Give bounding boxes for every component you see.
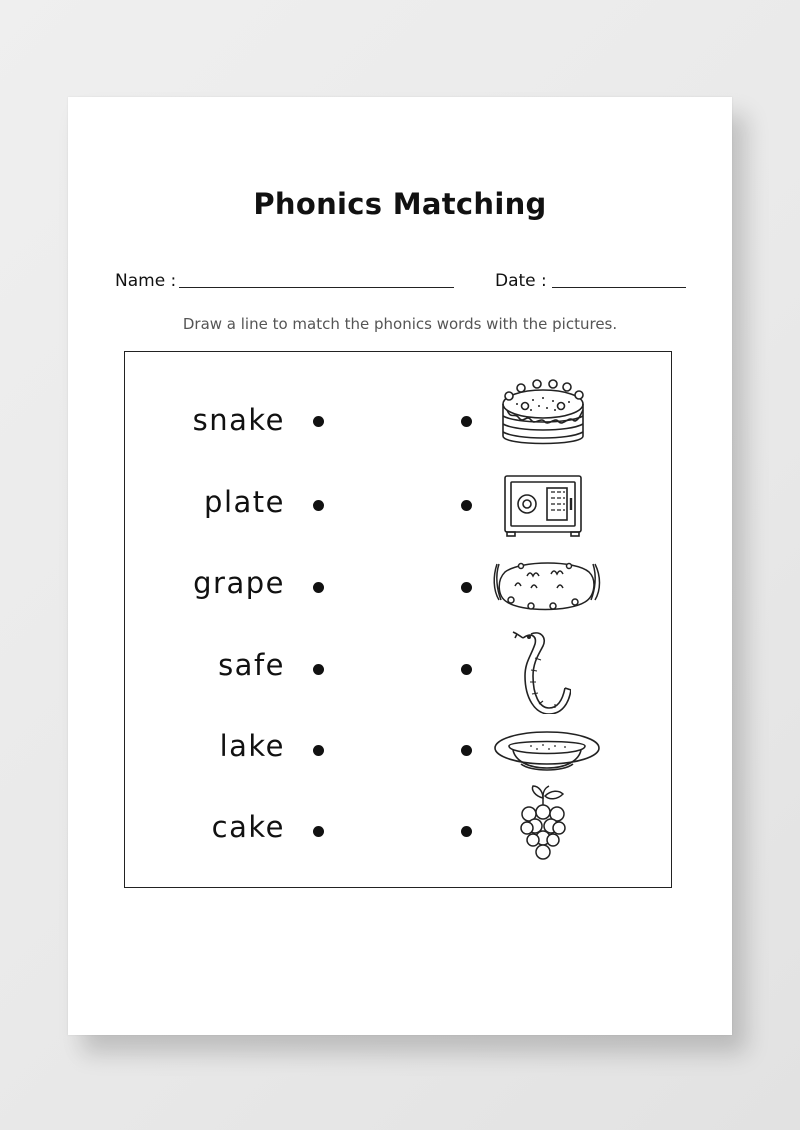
word-cake: cake bbox=[211, 810, 285, 844]
word-lake: lake bbox=[219, 729, 285, 763]
word-dot[interactable] bbox=[313, 582, 324, 593]
word-safe: safe bbox=[218, 648, 285, 682]
picture-dot[interactable] bbox=[461, 745, 472, 756]
plate-icon bbox=[491, 726, 603, 776]
date-label: Date : bbox=[495, 271, 547, 291]
word-dot[interactable] bbox=[313, 664, 324, 675]
picture-dot[interactable] bbox=[461, 416, 472, 427]
word-dot[interactable] bbox=[313, 416, 324, 427]
date-field[interactable] bbox=[552, 287, 686, 288]
safe-icon bbox=[501, 474, 585, 538]
word-dot[interactable] bbox=[313, 745, 324, 756]
word-dot[interactable] bbox=[313, 500, 324, 511]
instructions-text: Draw a line to match the phonics words with the pictures. bbox=[182, 315, 618, 333]
cake-icon bbox=[497, 374, 589, 454]
word-snake: snake bbox=[192, 403, 285, 437]
picture-dot[interactable] bbox=[461, 582, 472, 593]
worksheet-title: Phonics Matching bbox=[253, 187, 547, 221]
snake-icon bbox=[511, 628, 571, 714]
word-plate: plate bbox=[204, 485, 285, 519]
matching-area bbox=[124, 351, 672, 888]
lake-icon bbox=[491, 556, 603, 616]
grape-icon bbox=[517, 784, 569, 864]
word-dot[interactable] bbox=[313, 826, 324, 837]
name-label: Name : bbox=[115, 271, 177, 291]
picture-dot[interactable] bbox=[461, 664, 472, 675]
picture-dot[interactable] bbox=[461, 826, 472, 837]
worksheet-page bbox=[68, 97, 732, 1035]
name-field[interactable] bbox=[179, 287, 454, 288]
word-grape: grape bbox=[193, 566, 285, 600]
picture-dot[interactable] bbox=[461, 500, 472, 511]
